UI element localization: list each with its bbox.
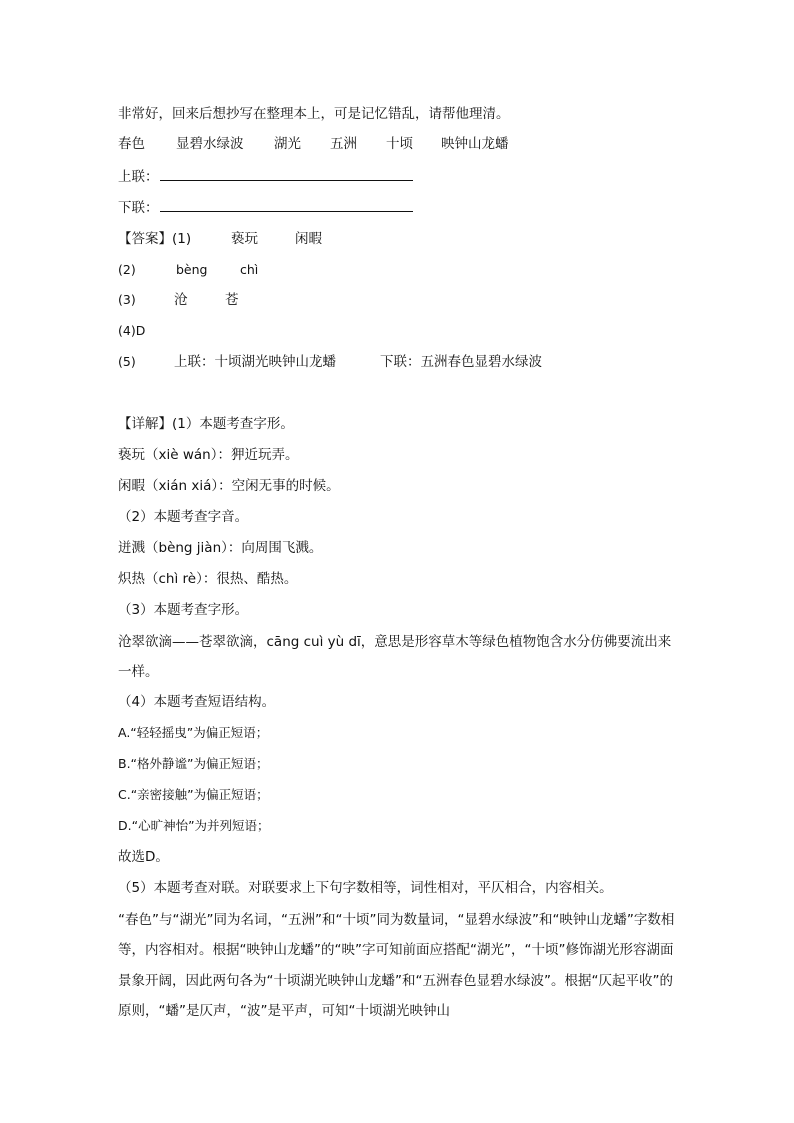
word-item: 显碧水绿波 [176,136,244,152]
answer-upper-couplet: 上联：十顷湖光映钟山龙蟠 [174,354,336,370]
upper-couplet-line [118,166,413,187]
answer-value: 苍 [225,292,239,308]
detail-3a: 沧翠欲滴——苍翠欲滴，cāng cuì yù dī，意思是形容草木等绿色植物饱含水分仿佛要流出来一样。 [118,634,672,681]
answer-value: 沧 [174,292,188,308]
lower-blank [160,197,413,212]
answer-number: (5) [118,354,136,369]
word-list [118,134,538,154]
answer-4: (4)D [118,323,146,338]
answer-3 [118,290,418,310]
answer-number: (2) [118,262,136,277]
word-item: 五洲 [330,136,357,152]
detail-2: （2）本题考查字音。 [118,509,249,525]
detail-1b: 闲暇（xián xiá）：空闲无事的时候。 [118,478,340,494]
detail-2a: 迸溅（bèng jiàn）：向周围飞溅。 [118,540,323,556]
intro-text: 非常好，回来后想抄写在整理本上，可是记忆错乱，请帮他理清。 [118,106,510,122]
lower-label: 下联： [118,200,159,216]
detail-4: （4）本题考查短语结构。 [118,694,276,710]
upper-blank [160,166,413,181]
word-item: 十顷 [386,136,413,152]
detail-4b: B.“格外静谧”为偏正短语； [118,756,269,771]
answer-heading: 【答案】(1) [118,231,192,247]
answer-2 [118,260,418,280]
answer-5 [118,352,678,372]
detail-5a: “春色”与“湖光”同为名词，“五洲”和“十顷”同为数量词，“显碧水绿波”和“映钟山龙蟠”字数相等，内容相对。根据“映钟山龙蟠”的“映”字可知前面应搭配“湖光”，“十顷”修饰湖光形容湖面景象开阔，因此两句各为“十顷湖光映钟山龙蟠”和“五洲春色显碧水绿波”。根据“仄起平收”的原则，“蟠”是仄声，“波”是平声，可知“十顷湖光映钟山 [118,912,675,1020]
answer-value: 闲暇 [295,231,322,247]
detail-1a: 亵玩（xiè wán）：狎近玩弄。 [118,447,299,463]
word-item: 湖光 [274,136,301,152]
word-item: 映钟山龙蟠 [441,136,509,152]
answer-value: 亵玩 [231,231,258,247]
answer-number: (3) [118,292,136,307]
detail-4c: C.“亲密接触”为偏正短语； [118,787,269,802]
upper-label: 上联： [118,169,159,185]
detail-4e: 故选D。 [118,849,169,865]
answer-1 [118,229,418,249]
detail-3: （3）本题考查字形。 [118,602,249,618]
detail-2b: 炽热（chì rè）：很热、酷热。 [118,571,298,587]
detail-4a: A.“轻轻摇曳”为偏正短语； [118,725,269,740]
detail-1: 【详解】(1）本题考查字形。 [118,416,294,432]
answer-value: bèng [176,262,208,277]
answer-lower-couplet: 下联：五洲春色显碧水绿波 [380,354,542,370]
detail-5: （5）本题考查对联。对联要求上下句字数相等，词性相对，平仄相合，内容相关。 [118,880,613,896]
word-item: 春色 [118,136,145,152]
detail-4d: D.“心旷神怡”为并列短语； [118,818,270,833]
answer-value: chì [240,262,259,277]
lower-couplet-line [118,197,413,218]
